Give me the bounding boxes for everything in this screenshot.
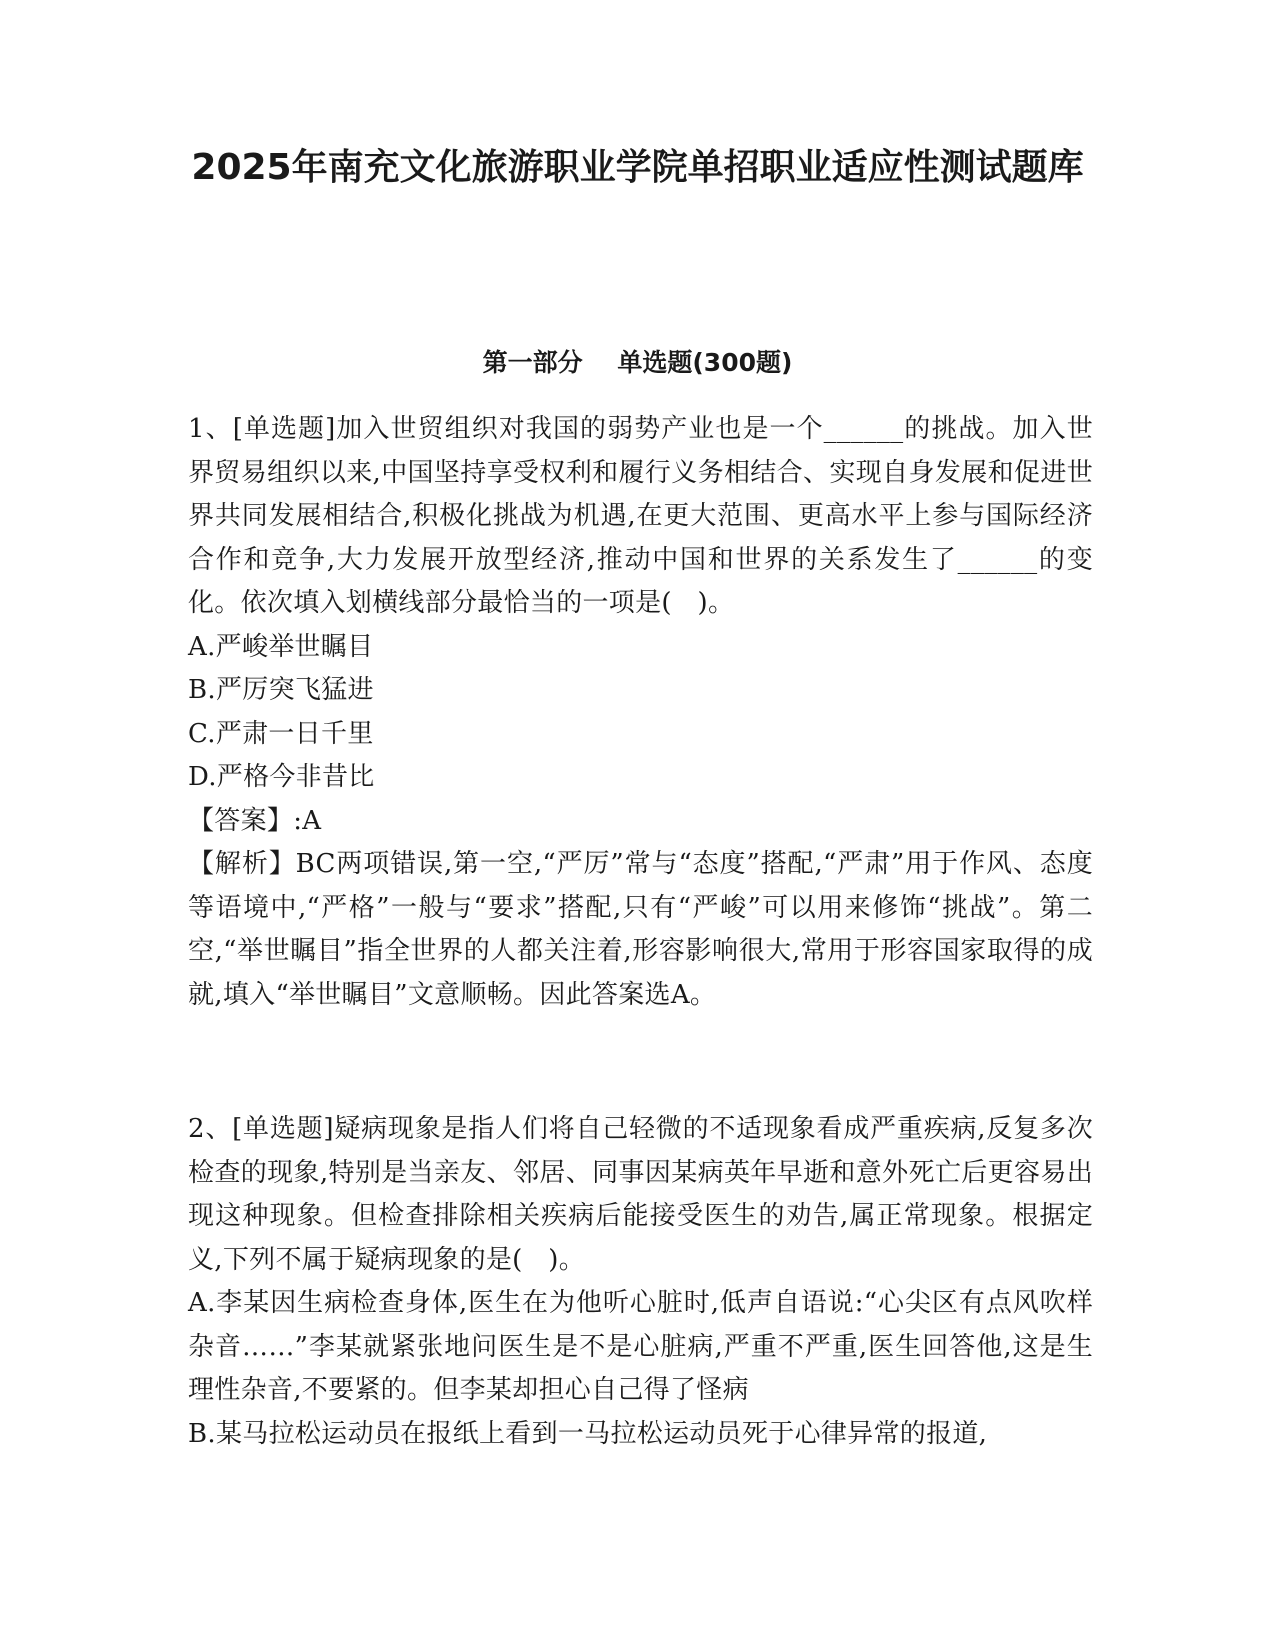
question-1: [188, 408, 1093, 1017]
question-2-stem: 2、[单选题]疑病现象是指人们将自己轻微的不适现象看成严重疾病,反复多次检查的现象,特别是当亲友、邻居、同事因某病英年早逝和意外死亡后更容易出现这种现象。但检查排除相关疾病后能接受医生的劝告,属正常现象。根据定义,下列不属于疑病现象的是( )。: [188, 1114, 1093, 1275]
question-1-analysis: 【解析】BC两项错误,第一空,“严厉”常与“态度”搭配,“严肃”用于作风、态度等语境中,“严格”一般与“要求”搭配,只有“严峻”可以用来修饰“挑战”。第二空,“举世瞩目”指全世界的人都关注着,形容影响很大,常用于形容国家取得的成就,填入“举世瞩目”文意顺畅。因此答案选A。: [188, 849, 1093, 1010]
question-2-option-a: A.李某因生病检查身体,医生在为他听心脏时,低声自语说:“心尖区有点风吹样杂音……”李某就紧张地问医生是不是心脏病,严重不严重,医生回答他,这是生理性杂音,不要紧的。但李某却担心自己得了怪病: [188, 1288, 1093, 1405]
document-title: 2025年南充文化旅游职业学院单招职业适应性测试题库: [191, 147, 1084, 188]
question-1-stem: 1、[单选题]加入世贸组织对我国的弱势产业也是一个______的挑战。加入世界贸易组织以来,中国坚持享受权利和履行义务相结合、实现自身发展和促进世界共同发展相结合,积极化挑战为机遇,在更大范围、更高水平上参与国际经济合作和竞争,大力发展开放型经济,推动中国和世界的关系发生了______的变化。依次填入划横线部分最恰当的一项是( )。: [188, 414, 1093, 618]
question-1-option-a: A.严峻举世瞩目: [188, 631, 374, 662]
question-1-option-d: D.严格今非昔比: [188, 762, 375, 792]
question-2: [188, 1108, 1093, 1456]
question-2-option-b: B.某马拉松运动员在报纸上看到一马拉松运动员死于心律异常的报道,: [188, 1418, 988, 1449]
question-1-answer: 【答案】:A: [188, 805, 322, 836]
question-1-option-b: B.严厉突飞猛进: [188, 675, 374, 705]
question-1-option-c: C.严肃一日千里: [188, 718, 374, 749]
section-heading: 第一部分 单选题(300题): [482, 348, 793, 377]
